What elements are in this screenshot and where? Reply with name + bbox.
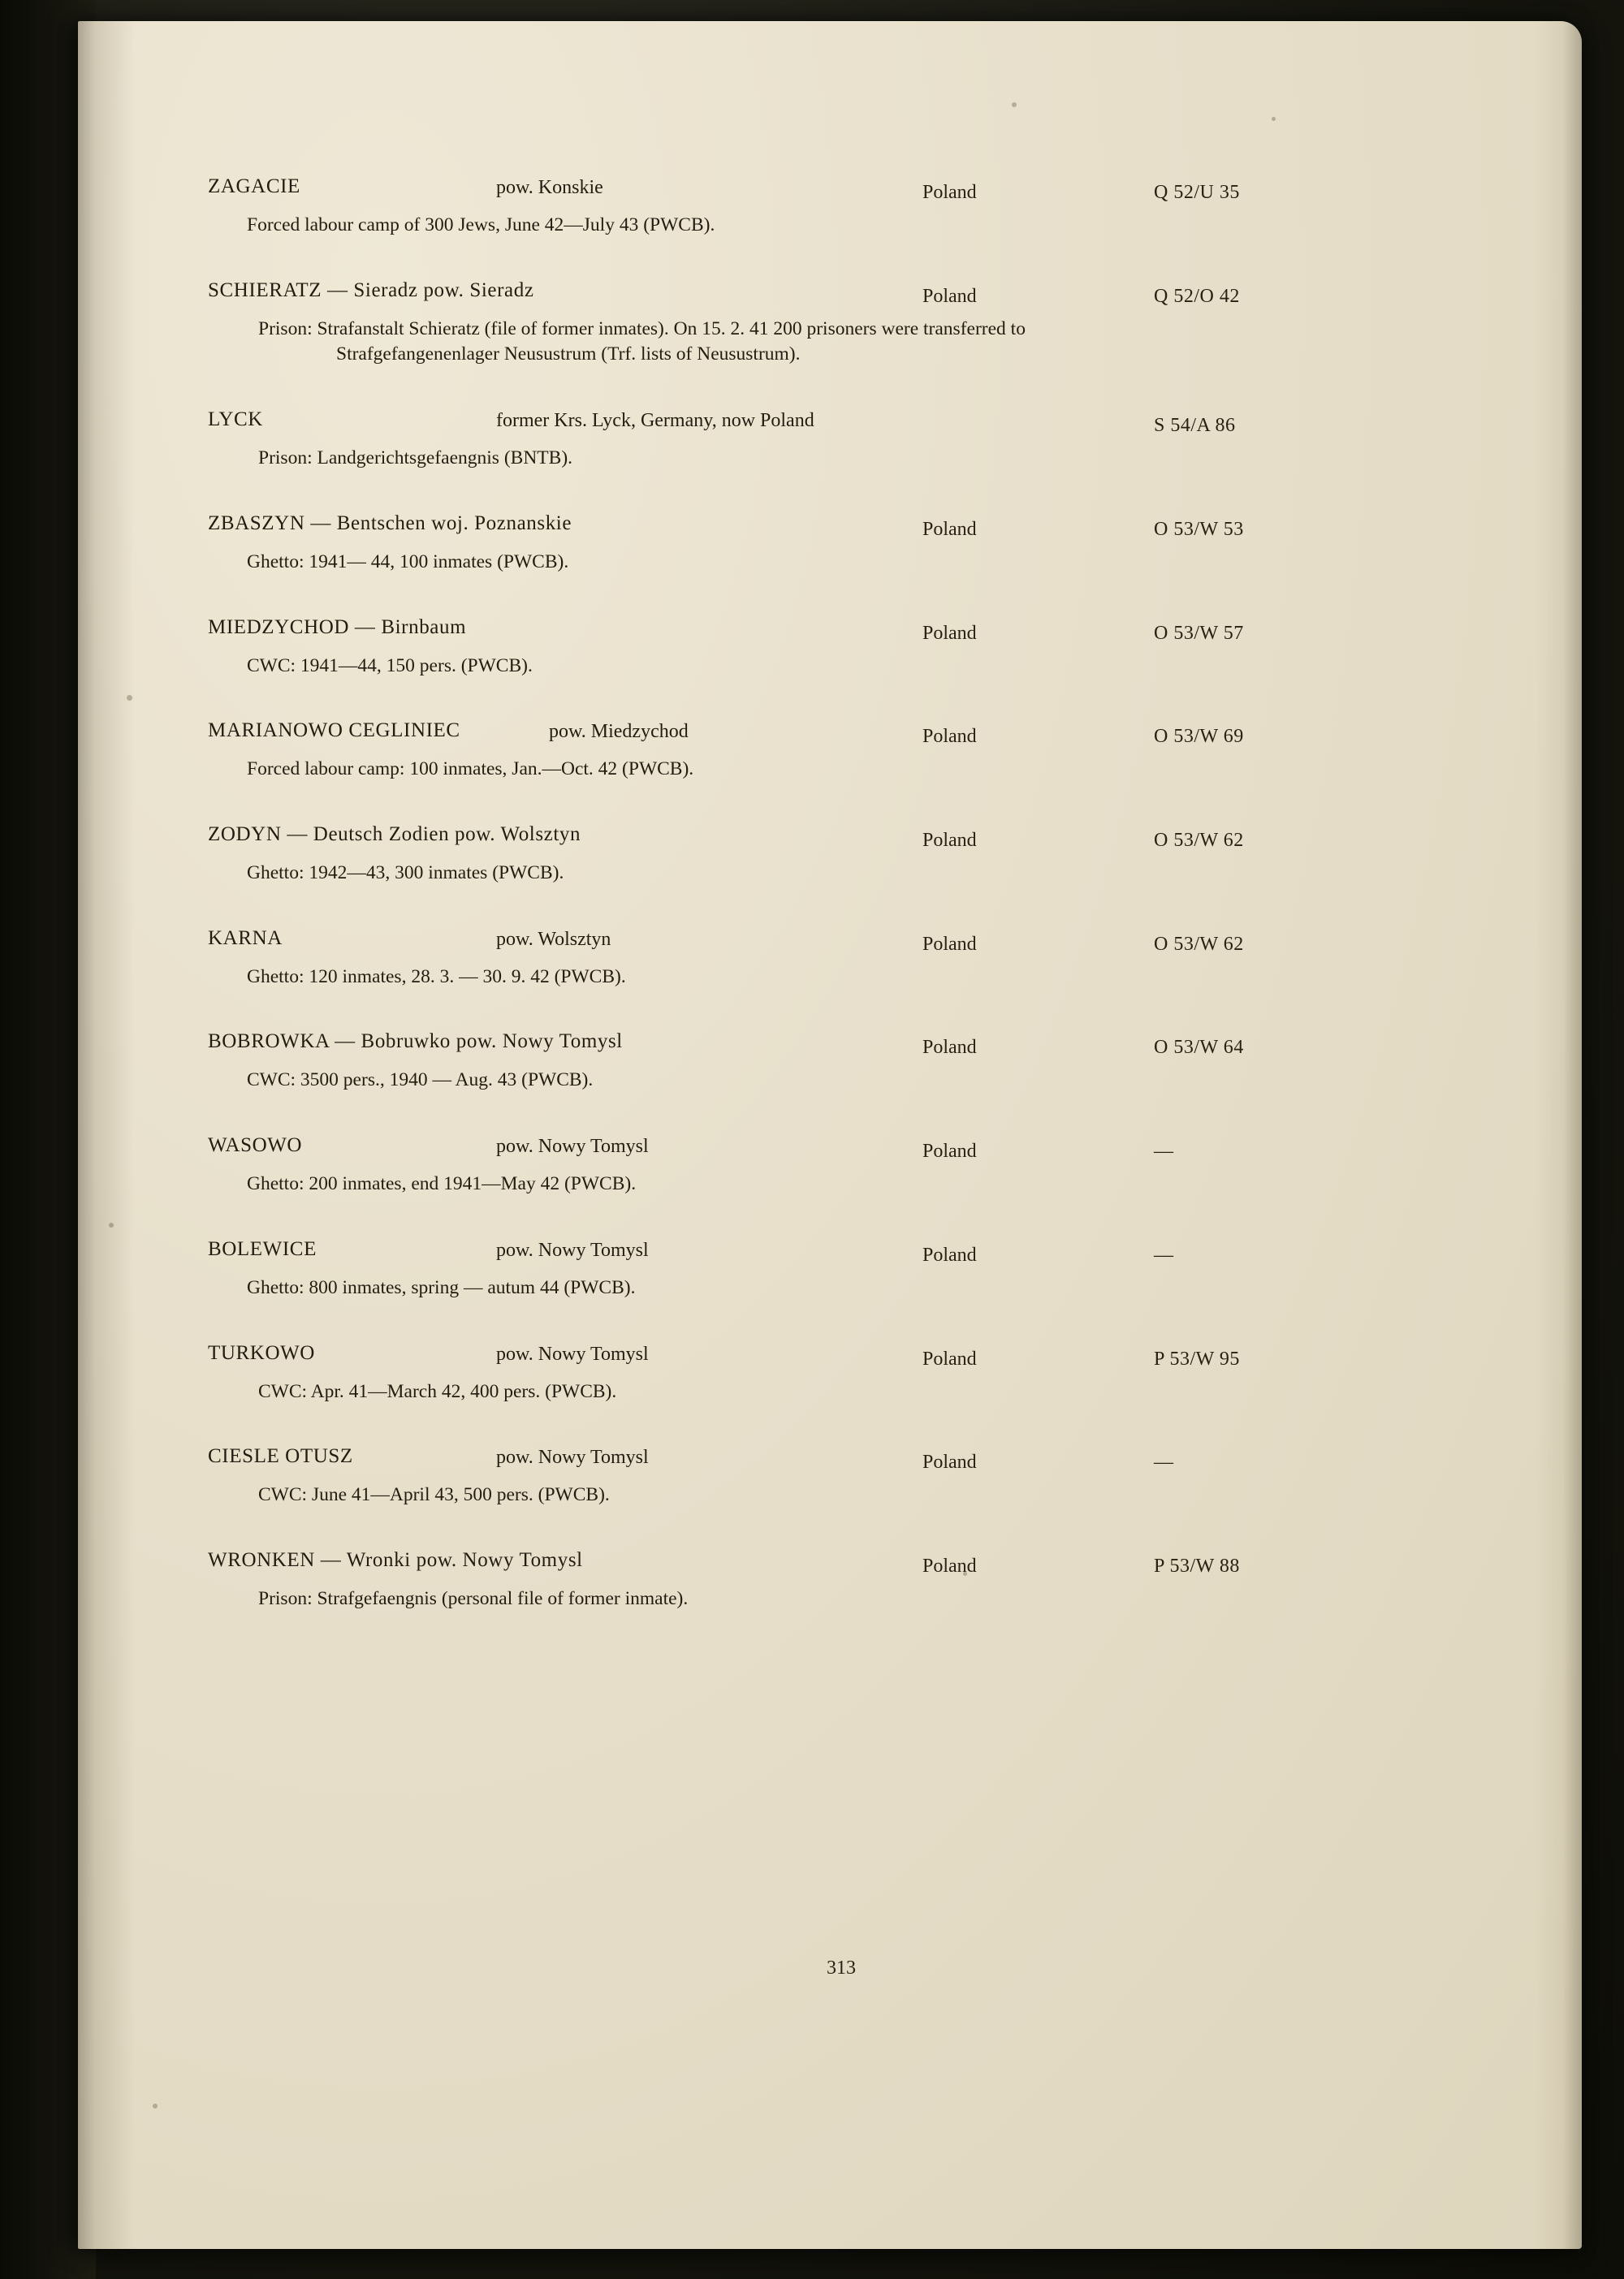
entry-name: KARNA	[208, 926, 283, 949]
entry-locale: pow. Nowy Tomysl	[496, 1136, 649, 1158]
paper-speck	[127, 695, 132, 701]
list-item	[208, 512, 1475, 576]
entry-country: Poland	[922, 933, 977, 955]
entry-code: O 53/W 57	[1154, 622, 1244, 644]
entry-code: Q 52/O 42	[1154, 285, 1240, 307]
entry-header	[208, 512, 1475, 540]
list-item	[208, 616, 1475, 680]
entry-locale: pow. Nowy Tomysl	[496, 1239, 649, 1261]
entry-detail: Ghetto: 120 inmates, 28. 3. — 30. 9. 42 (PWCB).	[247, 965, 626, 987]
entry-name: SCHIERATZ — Sieradz pow. Sieradz	[208, 278, 534, 301]
entry-code: —	[1154, 1141, 1174, 1163]
entry-name: MIEDZYCHOD — Birnbaum	[208, 615, 467, 638]
entry-detail: Ghetto: 800 inmates, spring — autum 44 (PWCB).	[247, 1276, 636, 1298]
entry-header	[208, 719, 1475, 747]
entry-header	[208, 1445, 1475, 1473]
entry-country: Poland	[922, 622, 977, 644]
entry-header	[208, 1342, 1475, 1370]
entry-detail	[258, 317, 1460, 368]
list-item	[208, 279, 1475, 368]
paper-speck	[153, 2104, 158, 2109]
entry-locale: former Krs. Lyck, Germany, now Poland	[496, 410, 814, 432]
entry-header	[208, 1134, 1475, 1162]
entry-detail-line1: Prison: Strafanstalt Schieratz (file of former inmates). On 15. 2. 41 200 prisoners were transferred to	[258, 317, 1026, 339]
entry-header	[208, 823, 1475, 851]
paper-speck	[109, 1223, 114, 1228]
entry-locale: pow. Nowy Tomysl	[496, 1447, 649, 1469]
entry-header	[208, 1549, 1475, 1577]
entry-locale: pow. Nowy Tomysl	[496, 1343, 649, 1365]
entry-detail: CWC: June 41—April 43, 500 pers. (PWCB).	[258, 1484, 610, 1506]
entry-code: O 53/W 64	[1154, 1037, 1244, 1059]
entry-code: O 53/W 53	[1154, 518, 1244, 540]
entry-code: Q 52/U 35	[1154, 182, 1240, 203]
entry-country: Poland	[922, 1556, 977, 1578]
paper-speck	[1272, 117, 1276, 121]
list-item	[208, 1134, 1475, 1198]
list-item	[208, 1238, 1475, 1301]
entry-country: Poland	[922, 518, 977, 540]
entry-detail: Ghetto: 200 inmates, end 1941—May 42 (PWCB).	[247, 1173, 637, 1195]
entry-name: BOBROWKA — Bobruwko pow. Nowy Tomysl	[208, 1030, 623, 1053]
entry-detail: CWC: 1941—44, 150 pers. (PWCB).	[247, 654, 533, 676]
entry-country: Poland	[922, 726, 977, 748]
entry-locale: pow. Miedzychod	[549, 721, 689, 743]
entry-name: BOLEWICE	[208, 1237, 317, 1260]
entry-locale: pow. Konskie	[496, 177, 603, 198]
entry-country: Poland	[922, 1452, 977, 1474]
entry-country: Poland	[922, 1348, 977, 1370]
entry-code: O 53/W 62	[1154, 830, 1244, 852]
entry-code: S 54/A 86	[1154, 415, 1236, 437]
page-number: 313	[827, 1957, 856, 1979]
entry-code: P 53/W 88	[1154, 1556, 1240, 1578]
entry-header	[208, 927, 1475, 955]
entry-code: P 53/W 95	[1154, 1348, 1240, 1370]
entry-name: ZAGACIE	[208, 175, 300, 197]
entry-name: ZBASZYN — Bentschen woj. Poznanskie	[208, 511, 572, 534]
entry-detail: Ghetto: 1942—43, 300 inmates (PWCB).	[247, 862, 564, 884]
entry-detail: Prison: Landgerichtsgefaengnis (BNTB).	[258, 447, 573, 469]
entry-name: ZODYN — Deutsch Zodien pow. Wolsztyn	[208, 823, 581, 846]
entry-country: Poland	[922, 182, 977, 203]
entry-name: MARIANOWO CEGLINIEC	[208, 719, 460, 742]
entry-list	[208, 175, 1475, 1979]
list-item	[208, 719, 1475, 783]
entry-header	[208, 1030, 1475, 1058]
list-item	[208, 408, 1475, 472]
entry-country: Poland	[922, 1037, 977, 1059]
entry-header	[208, 1238, 1475, 1266]
entry-detail: Ghetto: 1941— 44, 100 inmates (PWCB).	[247, 550, 569, 572]
entry-code: —	[1154, 1452, 1174, 1474]
entry-country: Poland	[922, 285, 977, 307]
entry-header	[208, 279, 1475, 307]
entry-detail: CWC: 3500 pers., 1940 — Aug. 43 (PWCB).	[247, 1069, 594, 1091]
list-item	[208, 927, 1475, 991]
entry-locale: pow. Wolsztyn	[496, 928, 611, 950]
entry-code: O 53/W 62	[1154, 933, 1244, 955]
entry-name: TURKOWO	[208, 1341, 315, 1364]
entry-header	[208, 408, 1475, 436]
entry-detail: Prison: Strafgefaengnis (personal file of former inmate).	[258, 1588, 689, 1610]
entry-code: —	[1154, 1244, 1174, 1266]
entry-detail: CWC: Apr. 41—March 42, 400 pers. (PWCB).	[258, 1380, 617, 1402]
list-item	[208, 1030, 1475, 1094]
list-item	[208, 1549, 1475, 1612]
entry-country: Poland	[922, 830, 977, 852]
entry-name: CIESLE OTUSZ	[208, 1445, 353, 1468]
entry-name: WASOWO	[208, 1134, 303, 1157]
entry-name: WRONKEN — Wronki pow. Nowy Tomysl	[208, 1549, 583, 1572]
paper-speck	[1012, 102, 1017, 107]
entry-detail-line2: Strafgefangenenlager Neusustrum (Trf. lists of Neusustrum).	[336, 343, 801, 365]
entry-detail: Forced labour camp of 300 Jews, June 42—July 43 (PWCB).	[247, 214, 715, 235]
list-item	[208, 175, 1475, 239]
entry-header	[208, 175, 1475, 203]
entry-country: Poland	[922, 1141, 977, 1163]
list-item	[208, 1342, 1475, 1405]
entry-name: LYCK	[208, 408, 263, 431]
list-item	[208, 823, 1475, 887]
entry-code: O 53/W 69	[1154, 726, 1244, 748]
list-item	[208, 1445, 1475, 1509]
entry-country: Poland	[922, 1244, 977, 1266]
entry-detail: Forced labour camp: 100 inmates, Jan.—Oct. 42 (PWCB).	[247, 758, 694, 780]
document-page	[78, 21, 1582, 2249]
entry-header	[208, 616, 1475, 644]
